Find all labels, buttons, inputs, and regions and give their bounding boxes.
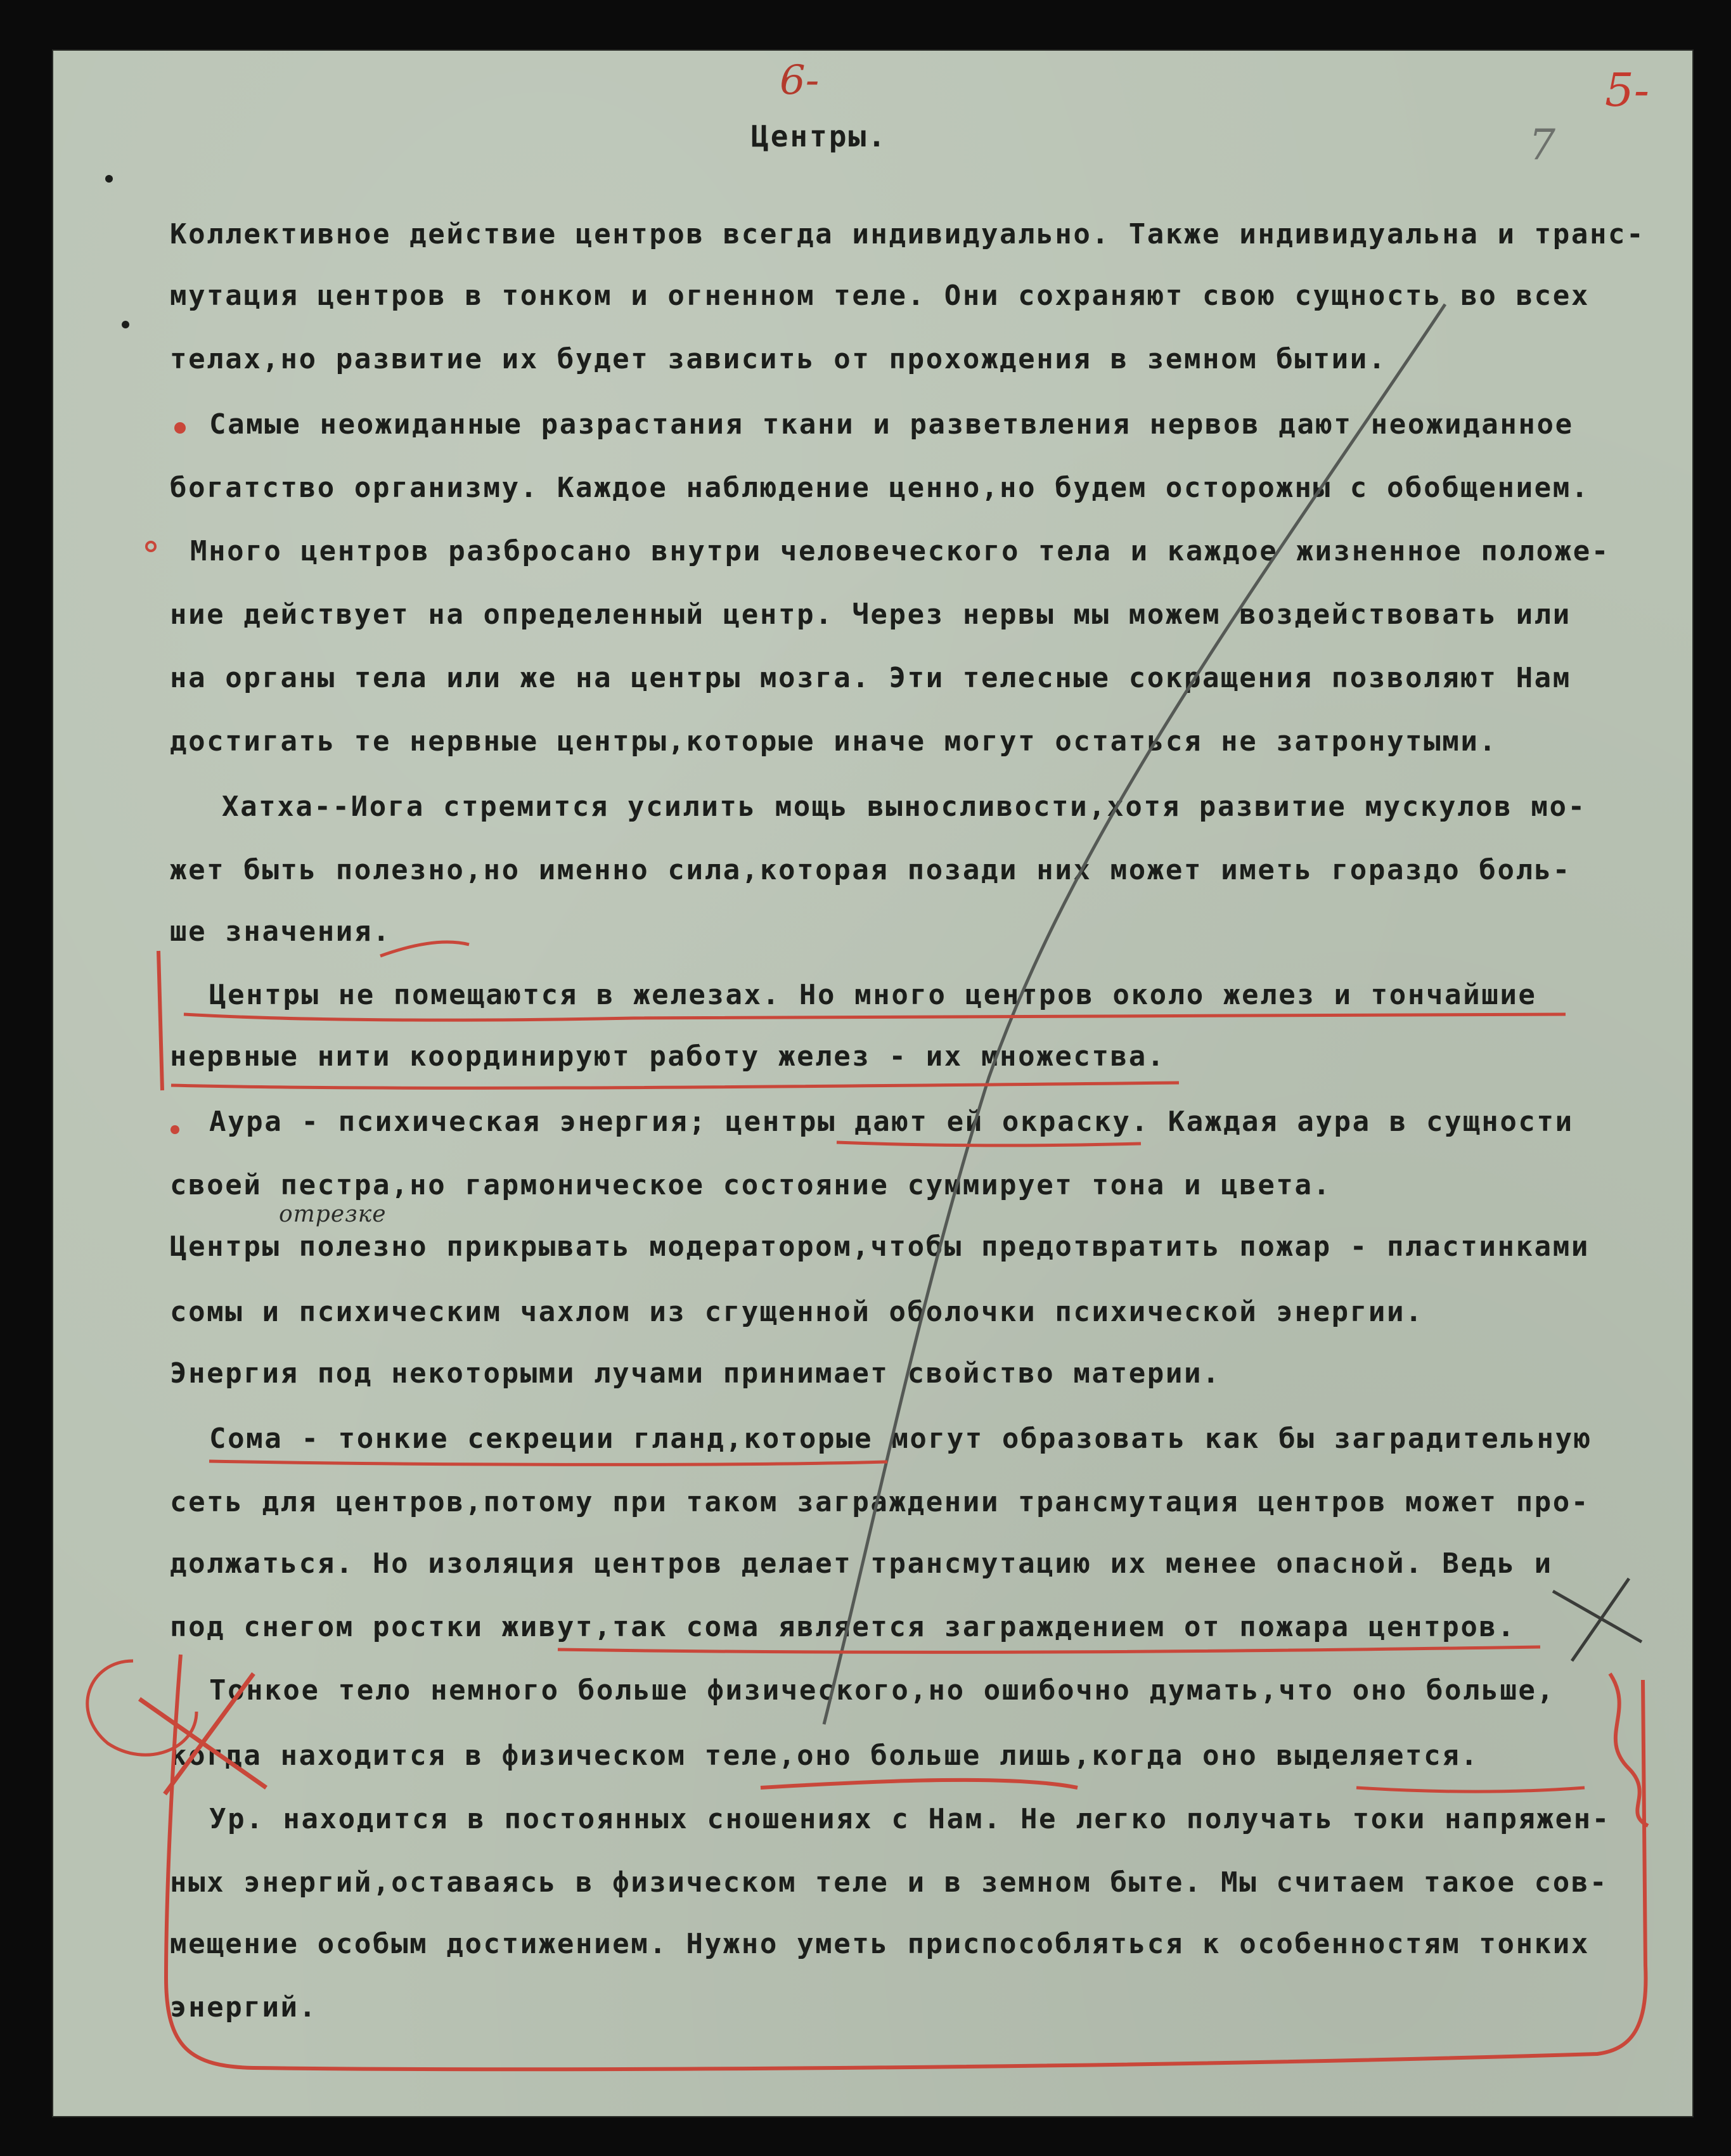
text-line: Ур. находится в постоянных сношениях с Нам. Не легко получать токи напряжен- bbox=[209, 1803, 1611, 1835]
text-line: Коллективное действие центров всегда индивидуально. Также индивидуальна и транс- bbox=[170, 218, 1645, 250]
text-line: своей пестра,но гармоническое состояние суммирует тона и цвета. bbox=[170, 1169, 1332, 1201]
page-number-pencil: 7 bbox=[1529, 120, 1555, 169]
text-line: когда находится в физическом теле,оно больше лишь,когда оно выделяется. bbox=[170, 1740, 1479, 1772]
text-line: под снегом ростки живут,так сома является заграждением от пожара центров. bbox=[170, 1611, 1516, 1643]
text-line: Сома - тонкие секреции гланд,которые могут образовать как бы заградительную bbox=[209, 1423, 1592, 1455]
text-line: Центры полезно прикрывать модератором,чтобы предотвратить пожар - пластинками bbox=[170, 1230, 1590, 1263]
text-line: Самые неожиданные разрастания ткани и разветвления нервов дают неожиданное bbox=[209, 408, 1574, 441]
text-line: мещение особым достижением. Нужно уметь приспособляться к особенностям тонких bbox=[170, 1928, 1590, 1960]
text-line: Центры не помещаются в железах. Но много центров около желез и тончайшие bbox=[209, 979, 1537, 1011]
text-line: на органы тела или же на центры мозга. Эти телесные сокращения позволяют Нам bbox=[170, 662, 1571, 694]
text-line: телах,но развитие их будет зависить от прохождения в земном бытии. bbox=[170, 343, 1387, 375]
text-line: Энергия под некоторыми лучами принимает свойство материи. bbox=[170, 1357, 1221, 1390]
text-line: сомы и психическим чахлом из сгущенной оболочки психической энергии. bbox=[170, 1296, 1424, 1328]
text-line: Тонкое тело немного больше физического,но ошибочно думать,что оно больше, bbox=[209, 1674, 1555, 1707]
text-line: богатство организму. Каждое наблюдение ценно,но будем осторожны с обобщением. bbox=[170, 472, 1590, 504]
text-line: энергий. bbox=[170, 1991, 318, 2024]
text-line: ше значения. bbox=[170, 915, 392, 948]
page-number-right: 5- bbox=[1605, 63, 1650, 117]
text-line: достигать те нервные центры,которые иначе могут остаться не затронутыми. bbox=[170, 725, 1498, 758]
text-line: Хатха--Иога стремится усилить мощь выносливости,хотя развитие мускулов мо- bbox=[222, 791, 1586, 823]
text-line: ных энергий,оставаясь в физическом теле и в земном быте. Мы считаем такое сов- bbox=[170, 1866, 1609, 1899]
text-line: мутация центров в тонком и огненном теле. Они сохраняют свою сущность во всех bbox=[170, 280, 1590, 312]
document-title: Центры. bbox=[751, 119, 887, 153]
text-line: Аура - психическая энергия; центры дают ей окраску. Каждая аура в сущности bbox=[209, 1106, 1574, 1138]
handwritten-interline-note: отрезке bbox=[279, 1201, 387, 1227]
text-line: Много центров разбросано внутри человеческого тела и каждое жизненное положе- bbox=[190, 535, 1610, 567]
text-line: жет быть полезно,но именно сила,которая позади них может иметь гораздо боль- bbox=[170, 854, 1571, 886]
page-number-top: 6- bbox=[780, 57, 820, 104]
text-line: ние действует на определенный центр. Через нервы мы можем воздействовать или bbox=[170, 598, 1571, 631]
text-line: должаться. Но изоляция центров делает трансмутацию их менее опасной. Ведь и bbox=[170, 1547, 1553, 1580]
text-line: нервные нити координируют работу желез - их множества. bbox=[170, 1040, 1166, 1073]
text-line: сеть для центров,потому при таком заграждении трансмутация центров может про- bbox=[170, 1486, 1590, 1518]
